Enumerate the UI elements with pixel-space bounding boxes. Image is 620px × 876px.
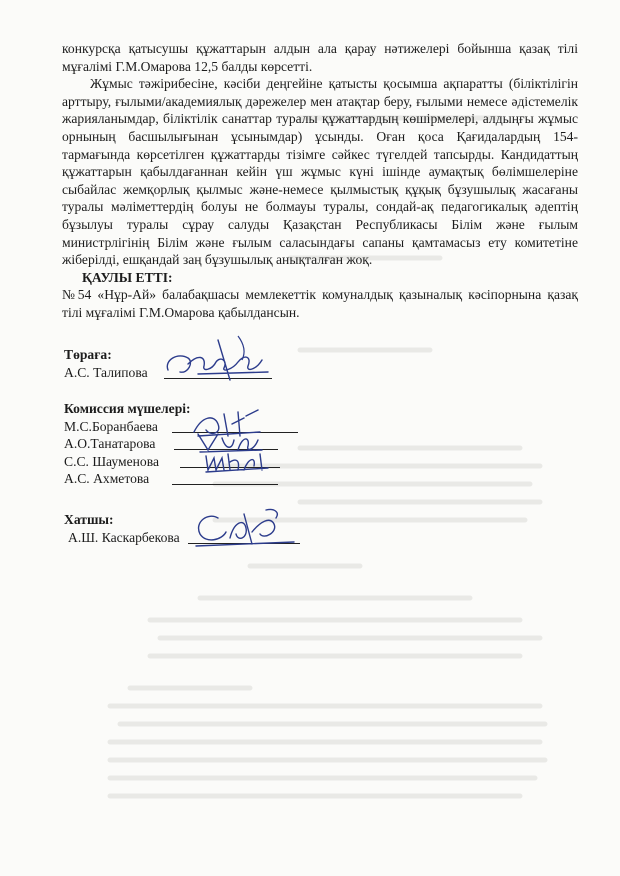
signature-line: [188, 543, 300, 544]
signature-line: [172, 432, 298, 433]
member-name: А.С. Ахметова: [64, 471, 150, 487]
paragraph-results: конкурсқа қатысушы құжаттарын алдын ала қарау нәтижелері бойынша қазақ тілі мұғалімі Г.М.Омарова 12,5 балды көрсетті.: [62, 41, 578, 74]
document-body: [62, 40, 578, 322]
signature-line: [172, 484, 278, 485]
member-name: С.С. Шауменова: [64, 453, 159, 469]
signature-boranbaeva: [188, 406, 268, 442]
secretary-name: А.Ш. Каскарбекова: [68, 529, 180, 545]
secretary-label: Хатшы:: [64, 512, 114, 527]
member-name: М.С.Боранбаева: [64, 418, 158, 434]
signature-line: [164, 378, 272, 379]
secretary-row: [64, 529, 180, 547]
signature-line: [180, 467, 280, 468]
signature-shaumenova: [202, 448, 278, 476]
chair-label: Төраға:: [64, 347, 112, 362]
chair-block: [64, 346, 148, 381]
commission-label: Комиссия мүшелері:: [64, 401, 191, 416]
resolution-text: №54 «Нұр-Ай» балабақшасы мемлекеттік комуналдық қазыналық кәсіпорнына қазақ тілі мұғалімі Г.М.Омарова қабылдансын.: [62, 287, 578, 320]
resolution-heading: ҚАУЛЫ ЕТТІ:: [82, 269, 173, 285]
chair-row: [64, 364, 148, 382]
member-row: [64, 453, 191, 471]
signature-kaskarbekova: [190, 504, 300, 552]
member-name: А.О.Танатарова: [64, 436, 156, 452]
member-row: [64, 418, 191, 436]
signature-line: [174, 449, 278, 450]
chair-name: А.С. Талипова: [64, 364, 148, 380]
paragraph-documents: Жұмыс тәжірибесіне, кәсіби деңгейіне қатысты қосымша ақпаратты (біліктілігін арттыру, ғылыми/академиялық дәрежелер мен атақтар беру, ғылыми немесе әдістемелік жарияланымдар, біліктілік санаттар туралы құжаттардың көшірмелері, алдыңғы жұмыс орнының басшылығынан ұсынымдар) ұсынды. Оған қоса Қағидалардың 154-тармағында көрсетілген құжаттарды тізімге сәйкес түгелдей тапсырды. Кандидаттың құжаттарын қабылдағаннан кейін үш жұмыс күні ішінде аумақтық бөлімшелеріне сыбайлас жемқорлық қылмыс және-немесе қылмыстық құқық бұзушылық жасағаны туралы мәліметтердің болуы не болмауы туралы, сондай-ақ педагогикалық әдептің бұзылуы туралы сұрау салуды Қазақстан Республикасы Білім және ғылым министрлігінің Білім және ғылым саласындағы сапаны қамтамасыз ету комитетіне жіберілді, ешқандай заң бұзушылық анықталған жоқ.: [62, 76, 578, 268]
member-row: [64, 435, 191, 453]
secretary-block: [64, 511, 180, 546]
commission-block: [64, 400, 191, 488]
member-row: [64, 470, 191, 488]
